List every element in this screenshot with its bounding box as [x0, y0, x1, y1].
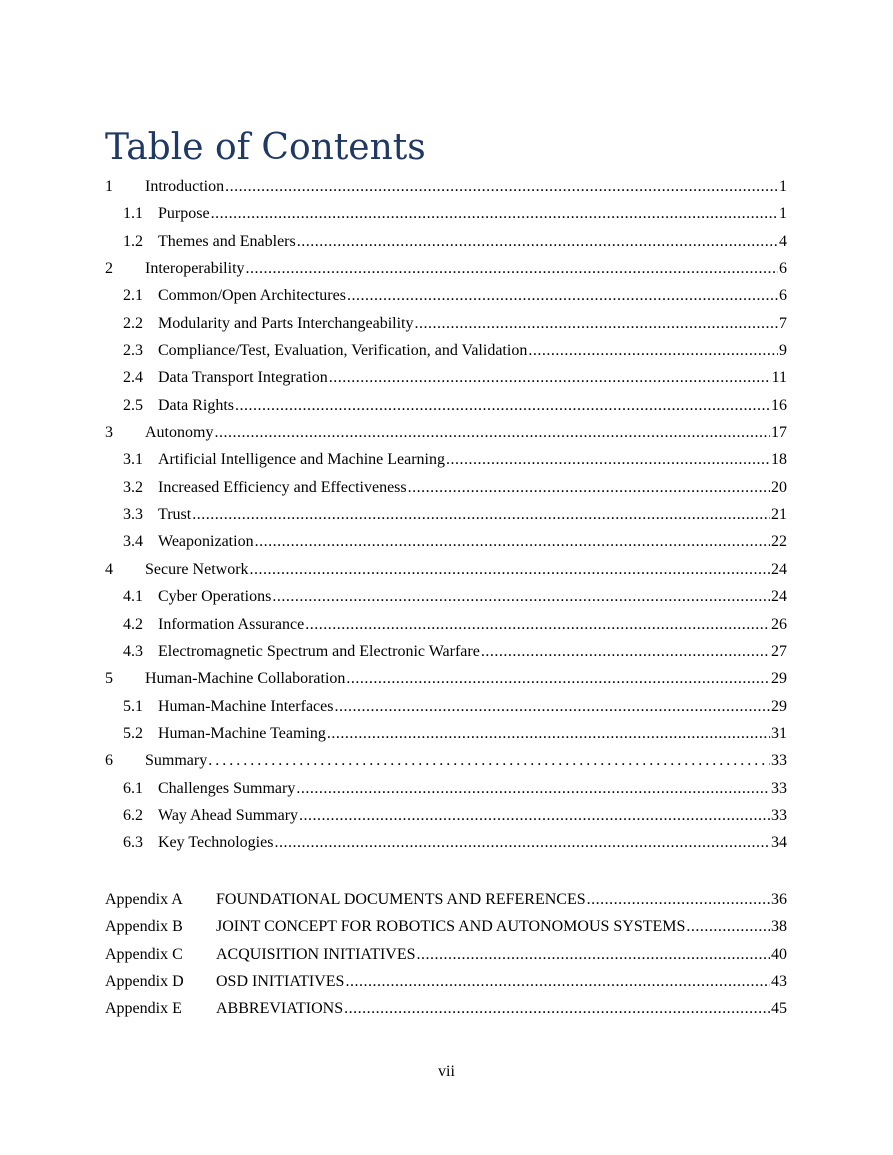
toc-entry-number: 3.1	[123, 451, 143, 469]
toc-entry[interactable]	[105, 528, 787, 555]
appendix-page: 38	[771, 918, 787, 936]
toc-entry-page: 24	[771, 588, 787, 606]
toc-entry-number: 1.1	[123, 205, 143, 223]
toc-entry[interactable]	[105, 693, 787, 720]
toc-entry-page: 22	[771, 533, 787, 551]
toc-entry-page: 7	[779, 314, 787, 332]
toc-entry-number: 2.5	[123, 396, 143, 414]
toc-dot-leader	[274, 829, 770, 856]
appendix-entry[interactable]	[105, 995, 787, 1022]
toc-entry-label: Artificial Intelligence and Machine Learning	[158, 451, 445, 469]
toc-entry-page: 11	[771, 369, 787, 387]
toc-entry-label: Purpose	[158, 205, 210, 223]
toc-entry[interactable]	[105, 583, 787, 610]
toc-entry-page: 6	[779, 287, 787, 305]
footer-page-number: vii	[438, 1063, 455, 1080]
toc-entry-number: 5	[105, 670, 113, 688]
toc-entry-number: 3	[105, 424, 113, 442]
toc-entry[interactable]	[105, 173, 787, 200]
toc-entry-number: 6.2	[123, 806, 143, 824]
toc-entry-page: 20	[771, 478, 787, 496]
toc-entry-label: Introduction	[145, 178, 225, 195]
toc-entry[interactable]	[105, 802, 787, 829]
toc-entry-label: Trust	[158, 506, 192, 524]
toc-entry-page: 29	[771, 670, 787, 688]
toc-entry-number: 6	[105, 752, 113, 770]
toc-dot-leader	[305, 611, 770, 638]
toc-dot-leader	[208, 747, 770, 774]
toc-entry-number: 6.3	[123, 834, 143, 852]
appendix-id: Appendix D	[105, 973, 184, 991]
toc-entry-number: 3.2	[123, 478, 143, 496]
toc-entry[interactable]	[105, 337, 787, 364]
toc-entry[interactable]	[105, 228, 787, 255]
toc-dot-leader	[528, 337, 778, 364]
toc-entry[interactable]	[105, 775, 787, 802]
toc-dot-leader	[345, 968, 770, 995]
toc-entry-page: 29	[771, 697, 787, 715]
toc-entry-label: Human-Machine Collaboration	[145, 670, 346, 688]
appendix-title: JOINT CONCEPT FOR ROBOTICS AND AUTONOMOUS SYSTEMS	[216, 918, 686, 936]
toc-entry-label: Weaponization	[158, 533, 254, 551]
toc-entry-label: Way Ahead Summary	[158, 806, 299, 824]
appendix-list	[105, 886, 787, 1023]
toc-entry-label: Electromagnetic Spectrum and Electronic Warfare	[158, 642, 480, 660]
toc-entry[interactable]	[105, 611, 787, 638]
toc-entry[interactable]	[105, 829, 787, 856]
appendix-title: FOUNDATIONAL DOCUMENTS AND REFERENCES	[216, 891, 586, 908]
toc-entry[interactable]	[105, 474, 787, 501]
toc-entry-page: 18	[771, 451, 787, 469]
toc-entry-number: 2	[105, 260, 113, 278]
toc-dot-leader	[250, 556, 770, 583]
appendix-entry[interactable]	[105, 941, 787, 968]
toc-entry[interactable]	[105, 392, 787, 419]
toc-entry-label: Information Assurance	[158, 615, 305, 633]
toc-dot-leader	[211, 200, 778, 227]
toc-dot-leader	[297, 228, 778, 255]
toc-dot-leader	[299, 802, 770, 829]
toc-entry-page: 33	[771, 806, 787, 824]
toc-entry-label: Compliance/Test, Evaluation, Verification, and Validation	[158, 342, 528, 360]
toc-entry-label: Data Transport Integration	[158, 369, 328, 387]
toc-entry-page: 34	[771, 834, 787, 852]
toc-dot-leader	[214, 419, 770, 446]
toc-entry-number: 2.4	[123, 369, 143, 387]
toc-entry-page: 1	[779, 178, 787, 195]
appendix-id: Appendix B	[105, 918, 183, 936]
toc-dot-leader	[225, 173, 778, 200]
toc-entry-label: Key Technologies	[158, 834, 274, 852]
toc-dot-leader	[346, 665, 770, 692]
toc-entry[interactable]	[105, 282, 787, 309]
toc-dot-leader	[334, 693, 770, 720]
toc-entry-number: 1	[105, 178, 113, 195]
toc-dot-leader	[327, 720, 770, 747]
appendix-id: Appendix E	[105, 1000, 182, 1018]
toc-entry[interactable]	[105, 446, 787, 473]
toc-dot-leader	[686, 913, 770, 940]
toc-entry-label: Interoperability	[145, 260, 245, 278]
toc-entry-label: Common/Open Architectures	[158, 287, 346, 305]
toc-entry[interactable]	[105, 720, 787, 747]
toc-dot-leader	[417, 941, 770, 968]
toc-entry[interactable]	[105, 364, 787, 391]
appendix-entry[interactable]	[105, 886, 787, 913]
toc-dot-leader	[481, 638, 770, 665]
page-title: Table of Contents	[105, 127, 426, 168]
toc-dot-leader	[272, 583, 770, 610]
toc-entry-label: Autonomy	[145, 424, 214, 442]
toc-entry[interactable]	[105, 419, 787, 446]
toc-entry-number: 3.3	[123, 506, 143, 524]
appendix-id: Appendix A	[105, 891, 183, 908]
toc-entry[interactable]	[105, 747, 787, 774]
toc-entry-page: 4	[779, 232, 787, 250]
toc-entry-page: 33	[771, 752, 787, 770]
toc-entry-label: Human-Machine Teaming	[158, 724, 326, 742]
toc-list	[105, 173, 787, 857]
toc-entry-number: 2.3	[123, 342, 143, 360]
toc-entry-page: 21	[771, 506, 787, 524]
toc-entry-label: Secure Network	[145, 560, 249, 578]
toc-entry-label: Human-Machine Interfaces	[158, 697, 334, 715]
toc-entry-number: 4.2	[123, 615, 143, 633]
toc-entry-label: Summary	[145, 752, 208, 770]
toc-entry[interactable]	[105, 501, 787, 528]
toc-dot-leader	[235, 392, 770, 419]
toc-entry[interactable]	[105, 665, 787, 692]
toc-entry[interactable]	[105, 200, 787, 227]
appendix-page: 36	[771, 891, 787, 908]
toc-entry-page: 6	[779, 260, 787, 278]
toc-dot-leader	[255, 528, 770, 555]
toc-entry-page: 16	[771, 396, 787, 414]
appendix-title: OSD INITIATIVES	[216, 973, 345, 991]
appendix-title: ACQUISITION INITIATIVES	[216, 945, 416, 963]
toc-entry-label: Modularity and Parts Interchangeability	[158, 314, 414, 332]
toc-entry[interactable]	[105, 556, 787, 583]
toc-entry-label: Increased Efficiency and Effectiveness	[158, 478, 407, 496]
toc-entry-number: 4.3	[123, 642, 143, 660]
toc-entry-label: Cyber Operations	[158, 588, 272, 606]
appendix-entry[interactable]	[105, 913, 787, 940]
toc-entry-page: 26	[771, 615, 787, 633]
toc-entry-number: 2.2	[123, 314, 143, 332]
toc-entry-number: 5.2	[123, 724, 143, 742]
appendix-id: Appendix C	[105, 945, 183, 963]
toc-entry[interactable]	[105, 638, 787, 665]
toc-entry-page: 9	[779, 342, 787, 360]
toc-entry-page: 27	[771, 642, 787, 660]
toc-entry-page: 1	[779, 205, 787, 223]
toc-dot-leader	[296, 775, 770, 802]
appendix-page: 45	[771, 1000, 787, 1018]
toc-dot-leader	[414, 310, 778, 337]
toc-entry-number: 3.4	[123, 533, 143, 551]
toc-entry-page: 31	[771, 724, 787, 742]
toc-entry-page: 33	[771, 779, 787, 797]
toc-dot-leader	[344, 995, 770, 1022]
toc-entry-number: 1.2	[123, 232, 143, 250]
appendix-title: ABBREVIATIONS	[216, 1000, 344, 1018]
appendix-page: 43	[771, 973, 787, 991]
toc-dot-leader	[408, 474, 770, 501]
toc-entry[interactable]	[105, 310, 787, 337]
toc-dot-leader	[192, 501, 770, 528]
toc-dot-leader	[587, 886, 770, 913]
toc-entry-number: 4.1	[123, 588, 143, 606]
toc-entry-label: Data Rights	[158, 396, 234, 414]
toc-entry-page: 17	[771, 424, 787, 442]
toc-entry-number: 2.1	[123, 287, 143, 305]
toc-dot-leader	[246, 255, 778, 282]
appendix-entry[interactable]	[105, 968, 787, 995]
appendix-page: 40	[771, 945, 787, 963]
toc-dot-leader	[446, 446, 770, 473]
toc-dot-leader	[347, 282, 778, 309]
toc-entry[interactable]	[105, 255, 787, 282]
toc-entry-label: Themes and Enablers	[158, 232, 296, 250]
toc-entry-label: Challenges Summary	[158, 779, 296, 797]
toc-entry-number: 6.1	[123, 779, 143, 797]
toc-entry-page: 24	[771, 560, 787, 578]
toc-dot-leader	[329, 364, 771, 391]
toc-entry-number: 4	[105, 560, 113, 578]
toc-entry-number: 5.1	[123, 697, 143, 715]
